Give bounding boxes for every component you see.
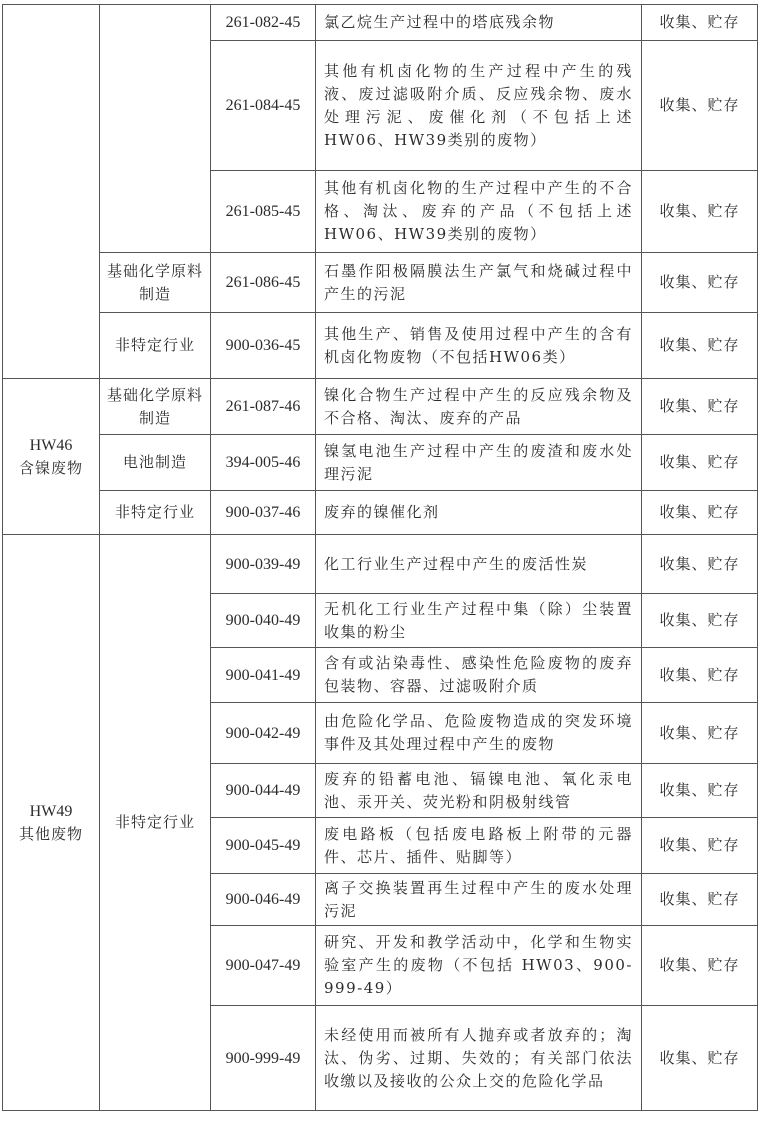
handling-method: 收集、贮存 <box>642 379 758 435</box>
waste-description: 废弃的铅蓄电池、镉镍电池、氧化汞电池、汞开关、荧光粉和阴极射线管 <box>316 764 642 818</box>
industry-cell-empty <box>100 5 211 253</box>
waste-description: 由危险化学品、危险废物造成的突发环境事件及其处理过程中产生的废物 <box>316 703 642 764</box>
table-row <box>3 253 758 313</box>
handling-method: 收集、贮存 <box>642 764 758 818</box>
waste-code: 900-044-49 <box>211 764 316 818</box>
table-row <box>3 491 758 535</box>
table-row <box>3 535 758 594</box>
waste-code: 900-041-49 <box>211 648 316 703</box>
waste-description: 无机化工行业生产过程中集（除）尘装置收集的粉尘 <box>316 594 642 648</box>
waste-description: 其他有机卤化物的生产过程中产生的不合格、淘汰、废弃的产品（不包括上述HW06、HW39类别的废物） <box>316 171 642 253</box>
waste-description: 废电路板（包括废电路板上附带的元器件、芯片、插件、贴脚等） <box>316 818 642 874</box>
waste-description: 镍氢电池生产过程中产生的废渣和废水处理污泥 <box>316 435 642 491</box>
waste-code: 261-086-45 <box>211 253 316 313</box>
industry-cell: 非特定行业 <box>100 535 211 1111</box>
waste-code: 394-005-46 <box>211 435 316 491</box>
waste-code: 900-039-49 <box>211 535 316 594</box>
category-cell-hw49 <box>3 535 100 1111</box>
waste-description: 氯乙烷生产过程中的塔底残余物 <box>316 5 642 41</box>
waste-code: 900-047-49 <box>211 926 316 1006</box>
handling-method: 收集、贮存 <box>642 171 758 253</box>
handling-method: 收集、贮存 <box>642 818 758 874</box>
waste-code: 900-046-49 <box>211 874 316 926</box>
industry-cell: 基础化学原料制造 <box>100 379 211 435</box>
handling-method: 收集、贮存 <box>642 594 758 648</box>
table-row <box>3 379 758 435</box>
waste-code: 900-999-49 <box>211 1006 316 1111</box>
waste-code: 261-082-45 <box>211 5 316 41</box>
hazardous-waste-table <box>2 4 758 1111</box>
waste-description: 其他有机卤化物的生产过程中产生的残液、废过滤吸附介质、反应残余物、废水处理污泥、废催化剂（不包括上述HW06、HW39类别的废物） <box>316 41 642 171</box>
table-row <box>3 5 758 41</box>
category-name: 含镍废物 <box>18 458 83 477</box>
handling-method: 收集、贮存 <box>642 874 758 926</box>
waste-code: 900-036-45 <box>211 313 316 379</box>
waste-description: 离子交换装置再生过程中产生的废水处理污泥 <box>316 874 642 926</box>
industry-cell: 电池制造 <box>100 435 211 491</box>
handling-method: 收集、贮存 <box>642 435 758 491</box>
category-cell-hw45-continued <box>3 5 100 379</box>
waste-description: 含有或沾染毒性、感染性危险废物的废弃包装物、容器、过滤吸附介质 <box>316 648 642 703</box>
waste-description: 镍化合物生产过程中产生的反应残余物及不合格、淘汰、废弃的产品 <box>316 379 642 435</box>
category-name: 其他废物 <box>18 824 83 843</box>
industry-cell: 非特定行业 <box>100 313 211 379</box>
waste-description: 其他生产、销售及使用过程中产生的含有机卤化物废物（不包括HW06类） <box>316 313 642 379</box>
category-cell-hw46 <box>3 379 100 535</box>
table-row <box>3 313 758 379</box>
handling-method: 收集、贮存 <box>642 926 758 1006</box>
handling-method: 收集、贮存 <box>642 313 758 379</box>
waste-code: 900-037-46 <box>211 491 316 535</box>
waste-description: 化工行业生产过程中产生的废活性炭 <box>316 535 642 594</box>
handling-method: 收集、贮存 <box>642 535 758 594</box>
waste-description: 废弃的镍催化剂 <box>316 491 642 535</box>
waste-code: 261-084-45 <box>211 41 316 171</box>
waste-code: 900-040-49 <box>211 594 316 648</box>
waste-code: 900-045-49 <box>211 818 316 874</box>
category-code: HW46 <box>29 436 73 454</box>
handling-method: 收集、贮存 <box>642 491 758 535</box>
handling-method: 收集、贮存 <box>642 703 758 764</box>
table-row <box>3 435 758 491</box>
waste-code: 900-042-49 <box>211 703 316 764</box>
waste-description: 石墨作阳极隔膜法生产氯气和烧碱过程中产生的污泥 <box>316 253 642 313</box>
handling-method: 收集、贮存 <box>642 253 758 313</box>
waste-description: 未经使用而被所有人抛弃或者放弃的；淘汰、伪劣、过期、失效的；有关部门依法收缴以及接收的公众上交的危险化学品 <box>316 1006 642 1111</box>
industry-cell: 基础化学原料制造 <box>100 253 211 313</box>
handling-method: 收集、贮存 <box>642 1006 758 1111</box>
handling-method: 收集、贮存 <box>642 41 758 171</box>
waste-code: 261-087-46 <box>211 379 316 435</box>
industry-cell: 非特定行业 <box>100 491 211 535</box>
waste-code: 261-085-45 <box>211 171 316 253</box>
waste-description: 研究、开发和教学活动中，化学和生物实验室产生的废物（不包括 HW03、900-999-49） <box>316 926 642 1006</box>
handling-method: 收集、贮存 <box>642 648 758 703</box>
category-code: HW49 <box>29 802 73 820</box>
handling-method: 收集、贮存 <box>642 5 758 41</box>
